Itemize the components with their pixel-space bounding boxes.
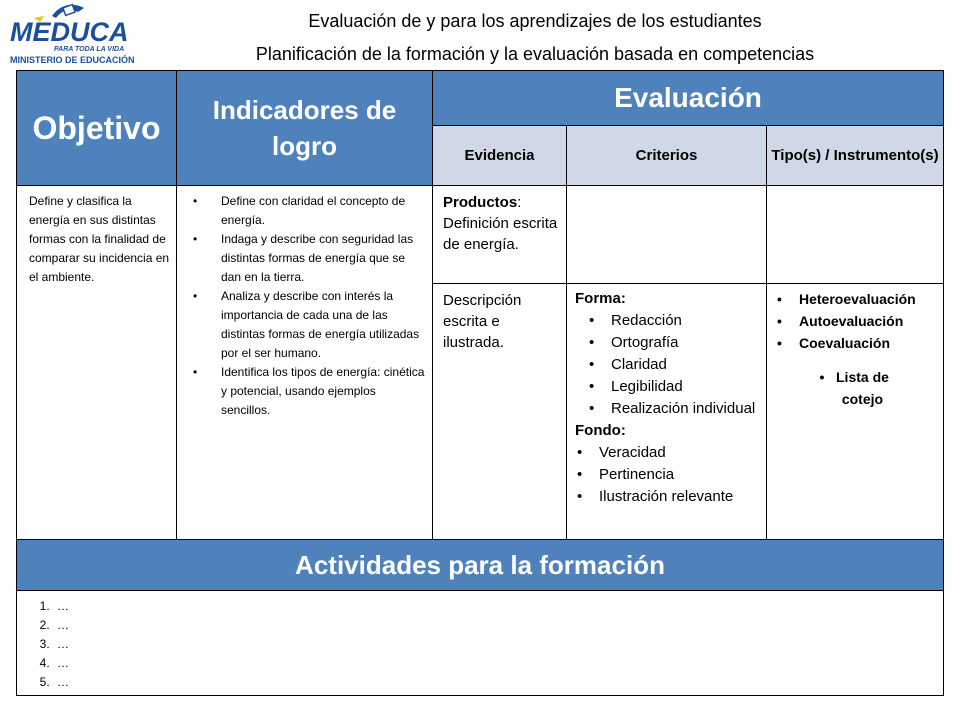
logo-tagline: PARA TODA LA VIDA <box>54 46 125 53</box>
evidencia-descripcion: Descripción escrita e ilustrada. <box>443 292 522 351</box>
list-item: • Define con claridad el concepto de energía. <box>221 192 426 230</box>
fondo-label: Fondo: <box>575 422 626 439</box>
list-item: • Indaga y describe con seguridad las distintas formas de energía que se dan en la tierra. <box>221 230 426 287</box>
tipo-empty-cell <box>767 186 944 284</box>
forma-list <box>575 310 762 420</box>
list-item: • Autoevaluación <box>799 310 939 332</box>
list-item: • Pertinencia <box>599 464 762 486</box>
list-item: 1. … <box>53 597 939 616</box>
instrumento-block: • Lista de cotejo <box>775 366 939 410</box>
header-evaluacion: Evaluación <box>433 71 944 126</box>
productos-text: Definición escrita de energía. <box>443 215 558 253</box>
actividades-title: Actividades para la formación <box>17 540 944 591</box>
logo-brand: MEDUCA <box>10 17 129 47</box>
productos-label: Productos <box>443 194 518 211</box>
list-item: 3. … <box>53 635 939 654</box>
tipos-list <box>775 288 939 354</box>
header-indicadores: Indicadores de logro <box>177 71 433 186</box>
list-item: • Ortografía <box>611 332 762 354</box>
list-item: 4. … <box>53 654 939 673</box>
indicadores-cell <box>177 186 433 540</box>
list-item: • Veracidad <box>599 442 762 464</box>
list-item: • Realización individual <box>611 398 762 420</box>
list-item: • Heteroevaluación <box>799 288 939 310</box>
header-title: Evaluación de y para los aprendizajes de los estudiantes <box>308 11 762 31</box>
subheader-tipo: Tipo(s) / Instrumento(s) <box>767 126 944 186</box>
subheader-criterios: Criterios <box>567 126 767 186</box>
actividades-list <box>33 597 939 692</box>
evidencia-descripcion-cell <box>433 284 567 540</box>
meduca-logo <box>4 2 140 66</box>
list-item: 2. … <box>53 616 939 635</box>
indicadores-list <box>183 192 426 420</box>
header-objetivo: Objetivo <box>17 71 177 186</box>
logo-ministry: MINISTERIO DE EDUCACIÓN <box>10 55 135 65</box>
list-item: • Coevaluación <box>799 332 939 354</box>
evidencia-productos-cell: Productos: Definición escrita de energía. <box>433 186 567 284</box>
fondo-list <box>575 442 762 508</box>
list-item: • Redacción <box>611 310 762 332</box>
list-item: • Ilustración relevante <box>599 486 762 508</box>
actividades-cell <box>17 591 944 696</box>
list-item: • Legibilidad <box>611 376 762 398</box>
forma-label: Forma: <box>575 290 626 307</box>
criterios-cell <box>567 284 767 540</box>
objetivo-cell <box>17 186 177 540</box>
header-subtitle: Planificación de la formación y la evaluación basada en competencias <box>255 44 815 64</box>
tipo-cell <box>767 284 944 540</box>
criterios-empty-cell <box>567 186 767 284</box>
planning-table <box>16 70 944 696</box>
list-item: • Claridad <box>611 354 762 376</box>
subheader-evidencia: Evidencia <box>433 126 567 186</box>
instrumento-text: Lista de cotejo <box>836 369 889 407</box>
list-item: • Analiza y describe con interés la importancia de cada una de las distintas formas de energía utilizadas por el ser humano. <box>221 287 426 363</box>
list-item: • Identifica los tipos de energía: cinética y potencial, usando ejemplos sencillos. <box>221 363 426 420</box>
objetivo-text: Define y clasifica la energía en sus distintas formas con la finalidad de comparar su incidencia en el ambiente. <box>29 194 170 284</box>
list-item: 5. … <box>53 673 939 692</box>
